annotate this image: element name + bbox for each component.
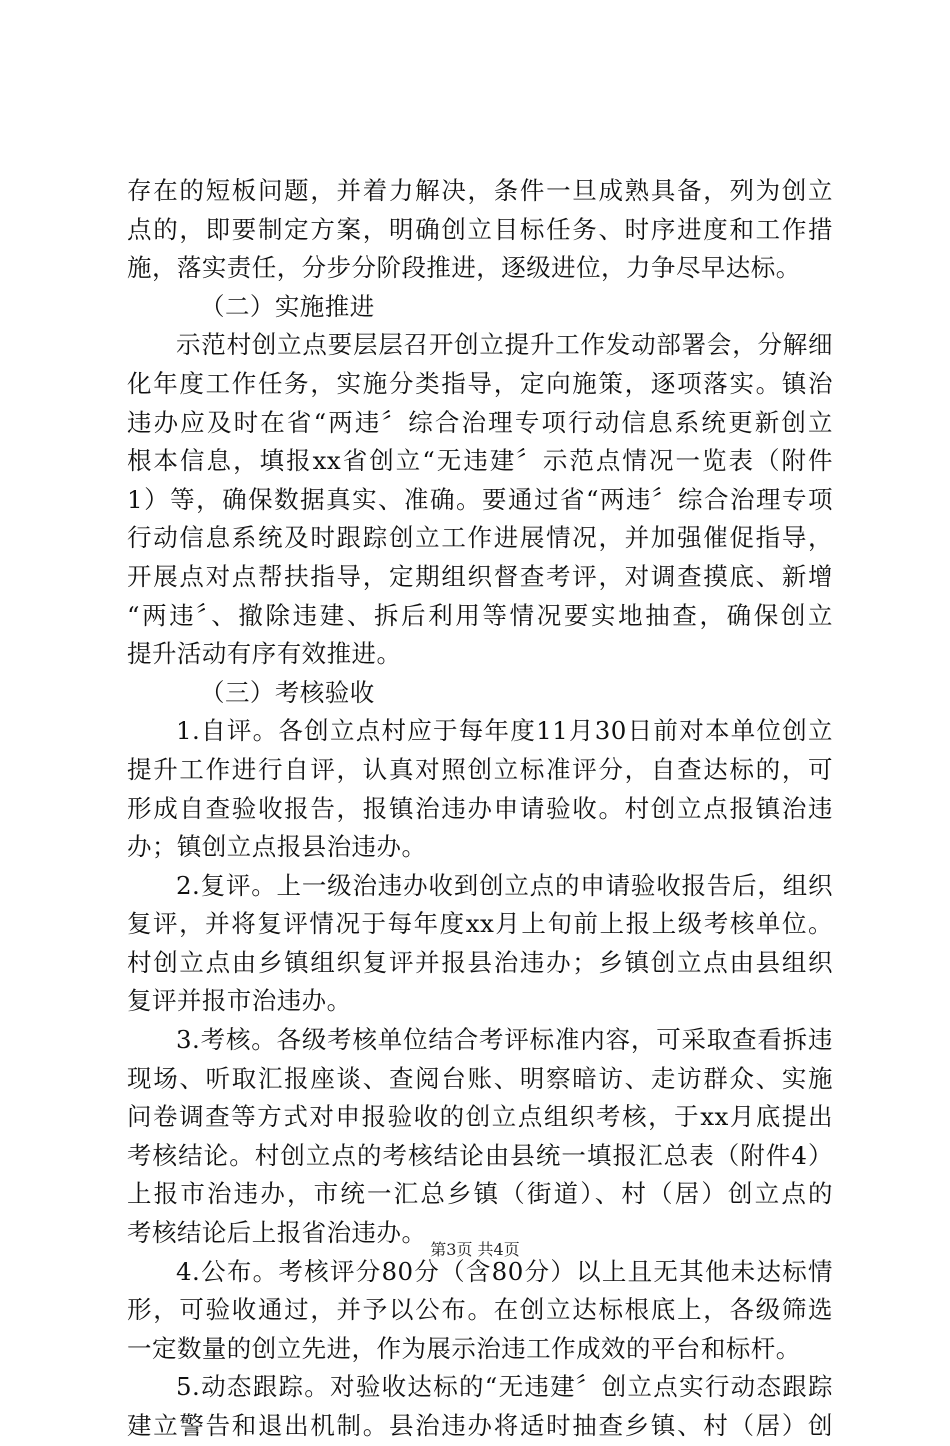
- text-line: 根本信息，填报xx省创立“无违建〞示范点情况一览表（附件: [127, 446, 833, 476]
- text-line: 1）等，确保数据真实、准确。要通过省“两违〞综合治理专项: [127, 484, 833, 514]
- text-line: 违办应及时在省“两违〞综合治理专项行动信息系统更新创立: [127, 407, 833, 437]
- text-line: （二）实施推进: [200, 291, 375, 321]
- text-line: 上报市治违办，市统一汇总乡镇（街道）、村（居）创立点的: [127, 1179, 833, 1209]
- text-line: 点的，即要制定方案，明确创立目标任务、时序进度和工作措: [127, 214, 833, 244]
- text-line: 考核结论。村创立点的考核结论由县统一填报汇总表（附件4）: [127, 1140, 833, 1170]
- text-line: 形，可验收通过，并予以公布。在创立达标根底上，各级筛选: [127, 1295, 833, 1325]
- text-line: 化年度工作任务，实施分类指导，定向施策，逐项落实。镇治: [127, 368, 833, 398]
- text-line: 示范村创立点要层层召开创立提升工作发动部署会，分解细: [176, 330, 833, 360]
- text-line: 提升工作进行自评，认真对照创立标准评分，自查达标的，可: [127, 754, 833, 784]
- text-line: 办；镇创立点报县治违办。: [127, 832, 427, 862]
- text-line: 1.自评。各创立点村应于每年度11月30日前对本单位创立: [176, 716, 833, 746]
- text-line: 4.公布。考核评分80分（含80分）以上且无其他未达标情: [176, 1256, 833, 1286]
- text-line: 2.复评。上一级治违办收到创立点的申请验收报告后，组织: [176, 870, 833, 900]
- text-line: 3.考核。各级考核单位结合考评标准内容，可采取查看拆违: [176, 1025, 833, 1055]
- text-line: 现场、听取汇报座谈、查阅台账、明察暗访、走访群众、实施: [127, 1063, 833, 1093]
- text-line: 存在的短板问题，并着力解决，条件一旦成熟具备，列为创立: [127, 176, 833, 205]
- text-line: “两违〞、撤除违建、拆后利用等情况要实地抽查，确保创立: [127, 600, 833, 630]
- text-line: 复评，并将复评情况于每年度xx月上旬前上报上级考核单位。: [127, 909, 833, 939]
- text-line: 形成自查验收报告，报镇治违办申请验收。村创立点报镇治违: [127, 793, 833, 823]
- text-line: 5.动态跟踪。对验收达标的“无违建〞创立点实行动态跟踪: [176, 1372, 833, 1402]
- text-line: 复评并报市治违办。: [127, 986, 352, 1016]
- text-line: 问卷调查等方式对申报验收的创立点组织考核，于xx月底提出: [127, 1102, 833, 1132]
- text-line: 提升活动有序有效推进。: [127, 639, 402, 669]
- text-line: 一定数量的创立先进，作为展示治违工作成效的平台和标杆。: [127, 1333, 801, 1363]
- text-line: 考核结论后上报省治违办。: [127, 1218, 427, 1248]
- text-line: 村创立点由乡镇组织复评并报县治违办；乡镇创立点由县组织: [127, 947, 833, 977]
- text-line: （三）考核验收: [200, 677, 375, 707]
- text-line: 施，落实责任，分步分阶段推进，逐级进位，力争尽早达标。: [127, 253, 801, 283]
- text-line: 开展点对点帮扶指导，定期组织督查考评，对调查摸底、新增: [127, 561, 833, 591]
- page-footer: 第3页 共4页: [430, 1240, 520, 1259]
- text-line: 建立警告和退出机制。县治违办将适时抽查乡镇、村（居）创: [127, 1411, 833, 1440]
- text-line: 行动信息系统及时跟踪创立工作进展情况，并加强催促指导，: [127, 523, 833, 553]
